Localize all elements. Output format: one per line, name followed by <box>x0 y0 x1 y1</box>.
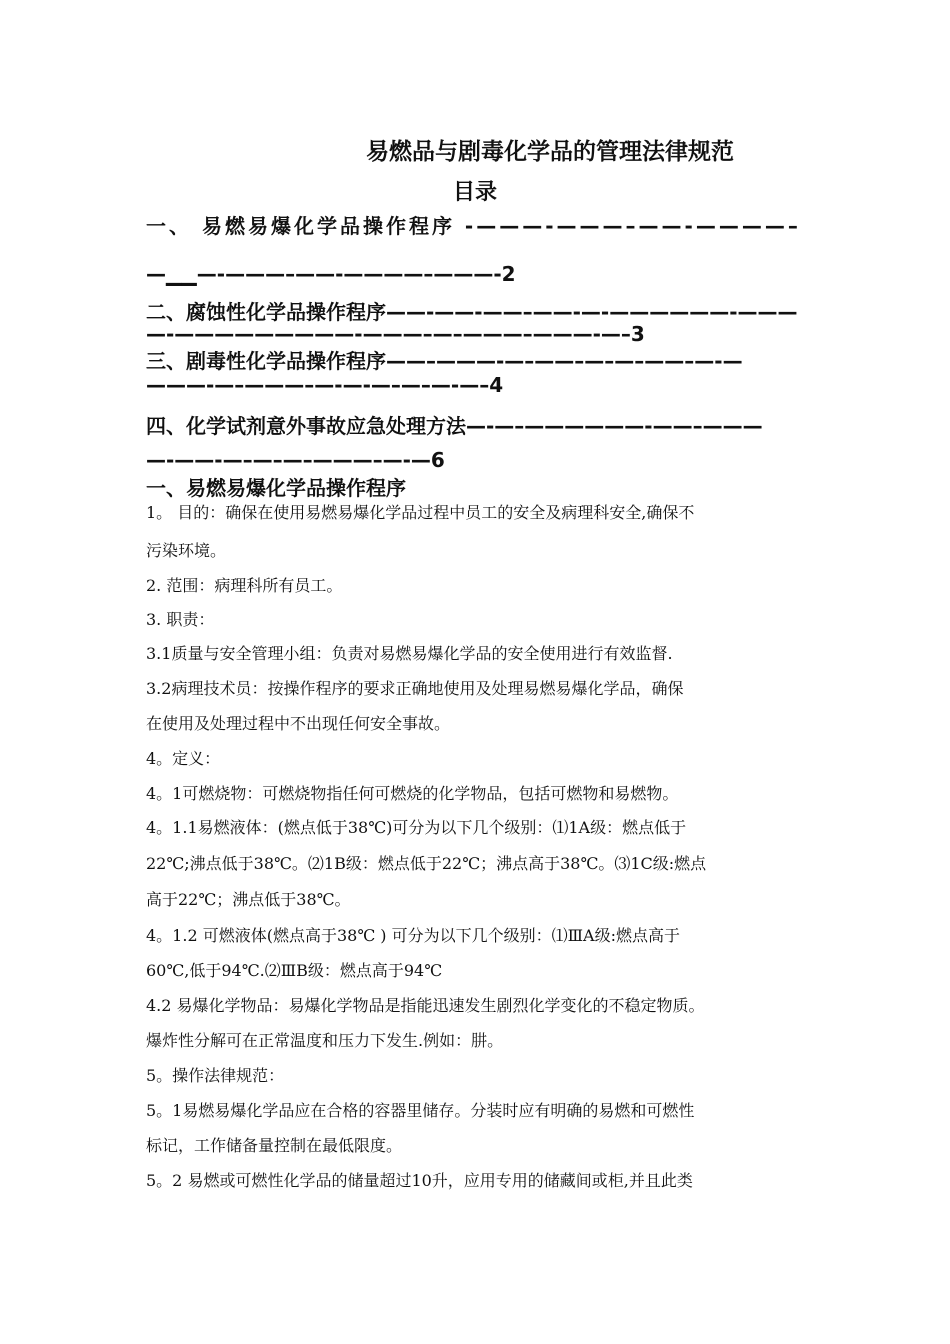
paragraph-line: 4。定义： <box>146 749 221 768</box>
toc-entry-1-line1: 一、 易燃易爆化学品操作程序 -———-———–——-————– <box>146 214 801 238</box>
toc-entry-4-line2: —-——-—–—–—–———–—-—6 <box>146 448 445 472</box>
paragraph-line: 高于22℃；沸点低于38℃。 <box>146 890 351 909</box>
toc-heading: 目录 <box>452 180 497 205</box>
paragraph-line: 4.2 易爆化学物品：易爆化学物品是指能迅速发生剧烈化学变化的不稳定物质。 <box>146 996 705 1015</box>
paragraph-line: 污染环境。 <box>146 541 227 560</box>
paragraph-line: 5。操作法律规范： <box>146 1066 285 1085</box>
paragraph-line: 1。 目的：确保在使用易燃易爆化学品过程中员工的安全及病理科安全,确保不 <box>146 503 695 522</box>
paragraph-line: 3.2病理技术员：按操作程序的要求正确地使用及处理易燃易爆化学品，确保 <box>146 679 684 698</box>
toc-entry-4-line1: 四、化学试剂意外事故应急处理方法—-—–——————-——–——— <box>146 414 763 438</box>
paragraph-line: 60℃,低于94℃.⑵ⅢB级：燃点高于94℃ <box>146 961 443 980</box>
paragraph-line: 爆炸性分解可在正常温度和压力下发生.例如：肼。 <box>146 1031 504 1050</box>
toc-entry-2-line1: 二、腐蚀性化学品操作程序——-——-——–——-—-——————-——— <box>146 300 798 324</box>
paragraph-line: 4。1可燃烧物：可燃烧物指任何可燃烧的化学物品，包括可燃物和易燃物。 <box>146 784 679 803</box>
paragraph-line: 5。1易燃易爆化学品应在合格的容器里储存。分装时应有明确的易燃和可燃性 <box>146 1101 695 1120</box>
toc-entry-3-line2: ———-—–———–—-—-—–—–—-—–4 <box>146 373 504 397</box>
paragraph-line: 5。2 易燃或可燃性化学品的储量超过10升，应用专用的储藏间或柜,并且此类 <box>146 1171 693 1190</box>
paragraph-line: 4。1.1易燃液体：(燃点低于38℃)可分为以下几个级别：⑴1A级：燃点低于 <box>146 818 687 837</box>
paragraph-line: 4。1.2 可燃液体(燃点高于38℃ ) 可分为以下几个级别：⑴ⅢA级:燃点高于 <box>146 926 681 945</box>
toc-entry-1-line2: —▁▁—-———–——-————–———-2 <box>146 262 516 286</box>
paragraph-line: 2. 范围：病理科所有员工。 <box>146 576 343 595</box>
toc-entry-3-line1: 三、剧毒性化学品操作程序——–———-—–——–—–—–——–—-— <box>146 349 743 373</box>
paragraph-line: 3. 职责： <box>146 610 215 629</box>
paragraph-line: 在使用及处理过程中不出现任何安全事故。 <box>146 714 451 733</box>
paragraph-line: 3.1质量与安全管理小组：负责对易燃易爆化学品的安全使用进行有效监督. <box>146 644 673 663</box>
section-heading: 一、易燃易爆化学品操作程序 <box>146 476 406 500</box>
paragraph-line: 22℃;沸点低于38℃。⑵1B级：燃点低于22℃；沸点高于38℃。⑶1C级:燃点 <box>146 854 707 873</box>
paragraph-line: 标记，工作储备量控制在最低限度。 <box>146 1136 403 1155</box>
document-title: 易燃品与剧毒化学品的管理法律规范 <box>366 139 734 165</box>
toc-entry-2-line2: —-—————————-———–—–———–———-—–3 <box>146 322 645 346</box>
